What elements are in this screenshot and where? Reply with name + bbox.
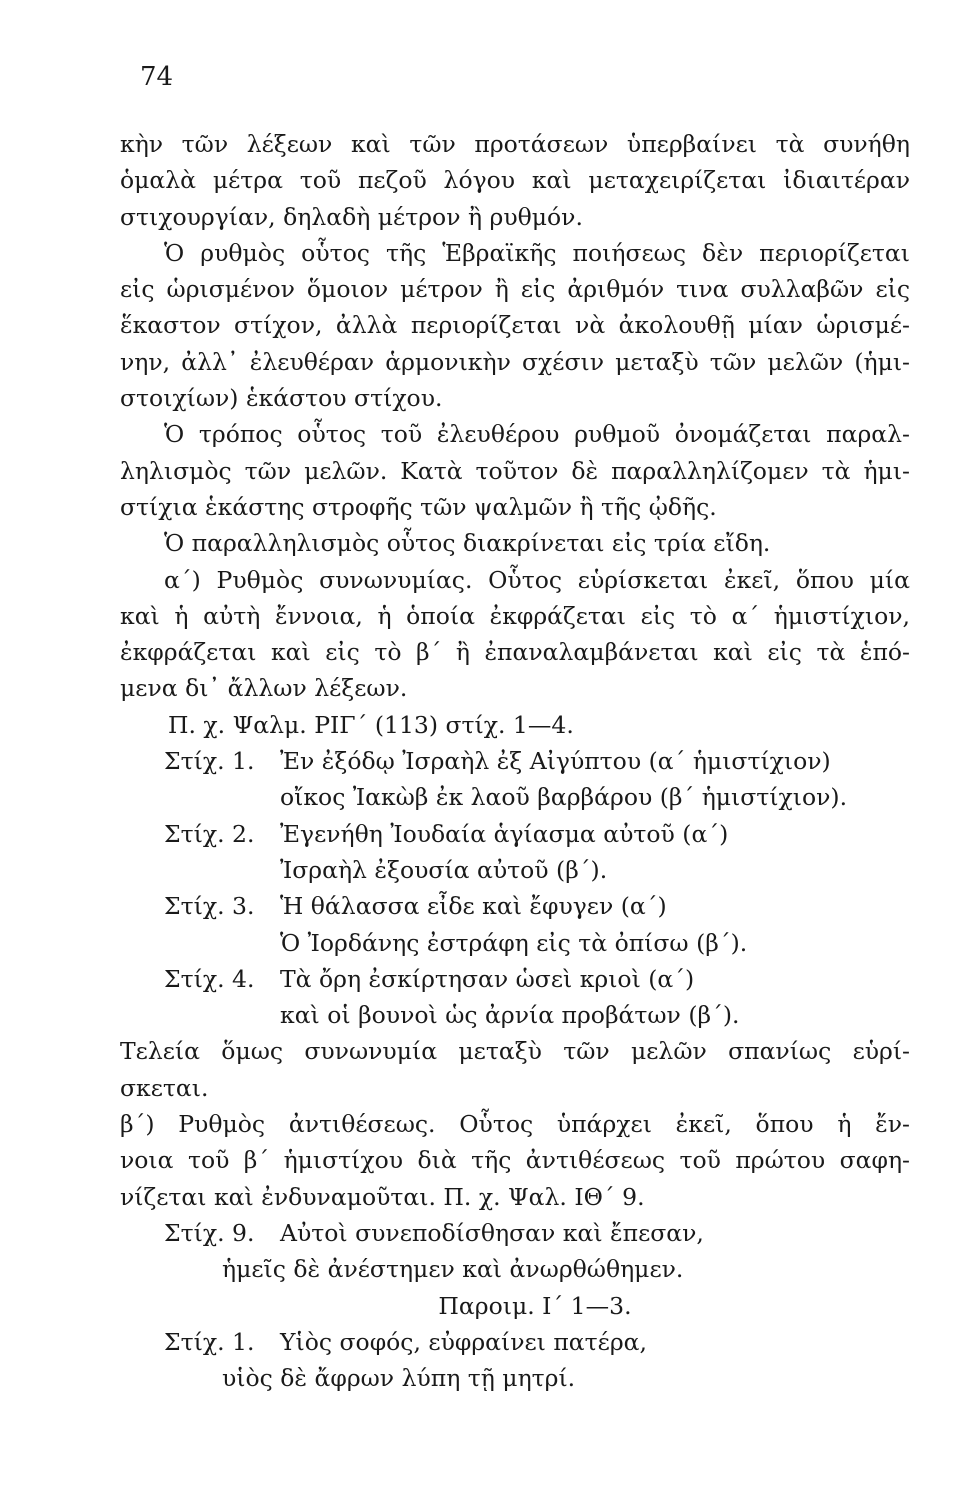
- verse-number: Στίχ. 1.: [164, 1327, 255, 1356]
- text-line: νίζεται καὶ ἐνδυναμοῦται. Π. χ. Ψαλ. ΙΘ΄ 9.: [120, 1182, 645, 1211]
- verse-line: ἡμεῖς δὲ ἀνέστημεν καὶ ἀνωρθώθημεν.: [222, 1255, 684, 1284]
- verse-line: υἱὸς δὲ ἄφρων λύπη τῇ μητρί.: [222, 1364, 576, 1393]
- verse-block: [120, 1324, 910, 1397]
- verse-line: Αὐτοὶ συνεποδίσθησαν καὶ ἔπεσαν,: [280, 1218, 704, 1247]
- example-reference: Παροιμ. Ι΄ 1—3.: [438, 1291, 632, 1320]
- text-line: νην, ἀλλ᾽ ἐλευθέραν ἁρμονικὴν σχέσιν μεταξὺ τῶν μελῶν (ἡμι-: [120, 347, 910, 376]
- verse-line: Ἐν ἐξόδῳ Ἰσραὴλ ἐξ Αἰγύπτου (α΄ ἡμιστίχιον): [280, 747, 831, 776]
- verse-number: Στίχ. 1.: [164, 747, 255, 776]
- text-line: ὁμαλὰ μέτρα τοῦ πεζοῦ λόγου καὶ μεταχειρίζεται ἰδιαιτέραν: [120, 166, 910, 195]
- verse-line: Υἱὸς σοφός, εὐφραίνει πατέρα,: [280, 1327, 648, 1356]
- verse-block: [120, 743, 910, 1033]
- verse-row: [120, 1324, 910, 1360]
- verse-line: οἴκος Ἰακὼβ ἐκ λαοῦ βαρβάρου (β΄ ἡμιστίχιον).: [280, 783, 848, 812]
- text-line: καὶ ἡ αὐτὴ ἔννοια, ἡ ὁποία ἐκφράζεται εἰς τὸ α΄ ἡμιστίχιον,: [120, 601, 910, 630]
- paragraph-perfect-synonymy: [120, 1033, 910, 1106]
- text-line: μενα δι᾽ ἄλλων λέξεων.: [120, 674, 408, 703]
- page-body: [120, 126, 910, 1396]
- verse-line: Ἡ θάλασσα εἶδε καὶ ἔφυγεν (α΄): [280, 892, 667, 921]
- verse-row: [120, 961, 910, 997]
- paragraph-antithesis: [120, 1106, 910, 1215]
- verse-block: [120, 1215, 910, 1288]
- text-line: ληλισμὸς τῶν μελῶν. Κατὰ τοῦτον δὲ παραλληλίζομεν τὰ ἡμι-: [120, 456, 910, 485]
- verse-row: [120, 743, 910, 779]
- text-line: β΄) Ρυθμὸς ἀντιθέσεως. Οὗτος ὑπάρχει ἐκεῖ, ὅπου ἡ ἔν-: [120, 1110, 910, 1139]
- paragraph-intro-continuation: [120, 126, 910, 235]
- paragraph-rhythm: [120, 235, 910, 416]
- verse-line: Ὁ Ἰορδάνης ἐστράφη εἰς τὰ ὀπίσω (β΄).: [280, 928, 748, 957]
- verse-row: [120, 888, 910, 924]
- page-number: 74: [140, 62, 174, 92]
- text-line: στοιχίων) ἑκάστου στίχου.: [120, 384, 443, 413]
- text-line: ἕκαστον στίχον, ἀλλὰ περιορίζεται νὰ ἀκολουθῇ μίαν ὡρισμέ-: [120, 311, 910, 340]
- verse-row: [120, 1215, 910, 1251]
- verse-line: Ἰσραὴλ ἐξουσία αὐτοῦ (β΄).: [280, 855, 608, 884]
- verse-number: Στίχ. 3.: [164, 892, 255, 921]
- paragraph-synonymy: [120, 562, 910, 707]
- text-line: εἰς ὡρισμένον ὅμοιον μέτρον ἢ εἰς ἀριθμόν τινα συλλαβῶν εἰς: [120, 275, 910, 304]
- verse-line: καὶ οἱ βουνοὶ ὡς ἀρνία προβάτων (β΄).: [280, 1001, 740, 1030]
- verse-number: Στίχ. 2.: [164, 819, 255, 848]
- verse-row: [120, 816, 910, 852]
- text-line: α΄) Ρυθμὸς συνωνυμίας. Οὗτος εὑρίσκεται ἐκεῖ, ὅπου μία: [164, 565, 910, 594]
- text-line: σκεται.: [120, 1073, 209, 1102]
- text-line: νοια τοῦ β΄ ἡμιστίχου διὰ τῆς ἀντιθέσεως τοῦ πρώτου σαφη-: [120, 1146, 910, 1175]
- verse-number: Στίχ. 4.: [164, 964, 255, 993]
- text-line: στίχια ἑκάστης στροφῆς τῶν ψαλμῶν ἢ τῆς ᾠδῆς.: [120, 492, 717, 521]
- example-reference: Π. χ. Ψαλμ. ΡΙΓ΄ (113) στίχ. 1—4.: [168, 710, 574, 739]
- text-line: Ὁ τρόπος οὗτος τοῦ ἐλευθέρου ρυθμοῦ ὀνομάζεται παραλ-: [164, 420, 910, 449]
- text-line: κὴν τῶν λέξεων καὶ τῶν προτάσεων ὑπερβαίνει τὰ συνήθη: [120, 130, 910, 158]
- paragraph-three-kinds: Ὁ παραλληλισμὸς οὗτος διακρίνεται εἰς τρία εἴδη.: [164, 529, 771, 558]
- text-line: στιχουργίαν, δηλαδὴ μέτρον ἢ ρυθμόν.: [120, 202, 583, 231]
- text-line: Ὁ ρυθμὸς οὗτος τῆς Ἑβραϊκῆς ποιήσεως δὲν περιορίζεται: [164, 238, 910, 267]
- paragraph-parallelism: [120, 416, 910, 525]
- text-line: Τελεία ὅμως συνωνυμία μεταξὺ τῶν μελῶν σπανίως εὑρί-: [120, 1037, 910, 1066]
- verse-line: Ἐγενήθη Ἰουδαία ἁγίασμα αὐτοῦ (α΄): [280, 819, 729, 848]
- verse-number: Στίχ. 9.: [164, 1218, 255, 1247]
- verse-line: Τὰ ὄρη ἐσκίρτησαν ὡσεὶ κριοὶ (α΄): [280, 964, 695, 993]
- text-line: ἐκφράζεται καὶ εἰς τὸ β΄ ἢ ἐπαναλαμβάνεται καὶ εἰς τὰ ἑπό-: [120, 638, 910, 667]
